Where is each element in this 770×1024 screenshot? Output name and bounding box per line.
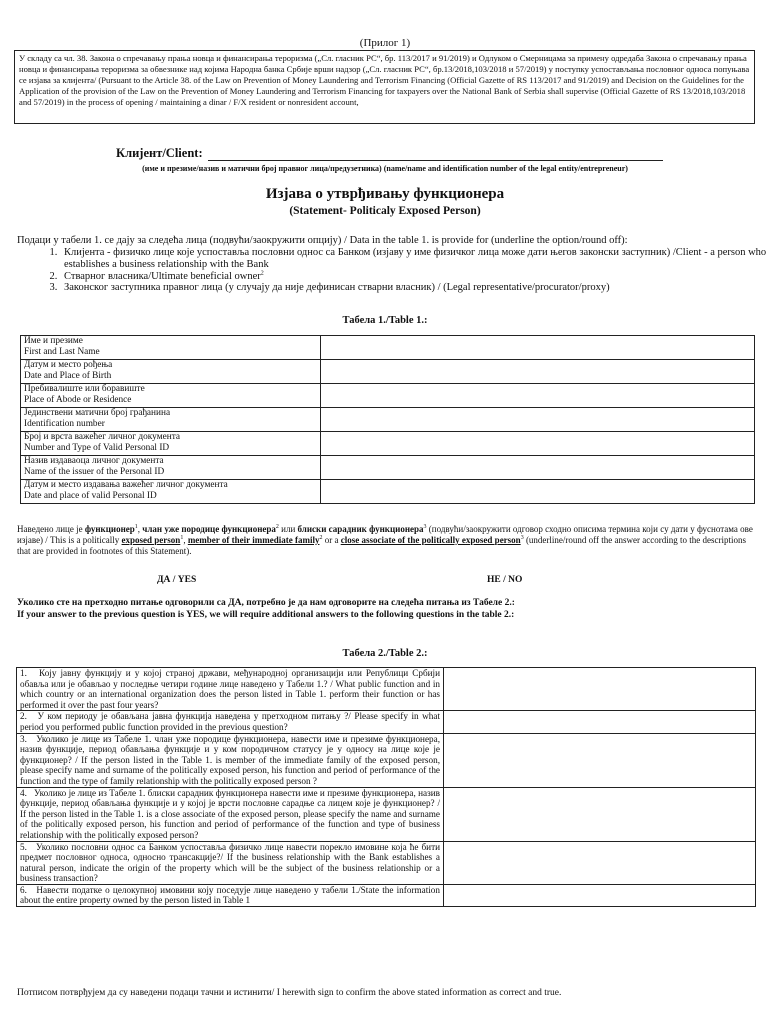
client-field: Клијент/Client: bbox=[116, 146, 676, 161]
option-pep[interactable]: функционер bbox=[84, 524, 135, 534]
question-text: Навести податке о целокупној имовини коју поседује лице наведено у табели 1./State the information about the entire property owned by the person listed in Table 1 bbox=[20, 884, 440, 906]
question-number: 6. bbox=[20, 884, 27, 895]
question-text: Коју јавну функцију и у којој страној држави, међународној организацији или Републици Србији обавља или је обављао у последње четири године лице наведено у Табели 1.? / What public function and in which country or an international organization does the person listed in Table 1. perform their function or has performed it over the past four years? bbox=[20, 668, 440, 710]
answer-cell[interactable] bbox=[444, 841, 756, 884]
table-row bbox=[21, 360, 755, 384]
table-pep-questions bbox=[16, 667, 756, 907]
question-number: 2. bbox=[20, 711, 27, 722]
question-cell bbox=[17, 787, 444, 841]
table1-title: Табела 1./Table 1.: bbox=[342, 315, 428, 326]
client-note: (име и презиме/назив и матични број правног лица/предузетника) (name/name and identification number of the legal entity/entrepreneur) bbox=[142, 164, 628, 173]
question-cell bbox=[17, 733, 444, 787]
table-row bbox=[21, 336, 755, 360]
question-text: Уколико је лице из Табеле 1. блиски сарадник функционера навести име и презиме функционера, назив функције, период обављања функције и у којој је врсти пословне сарадње са лицем које је функционер? / If the person listed in the Table 1. is a close associate of the exposed person, please specify the name and surname of the politically exposed person, his function and period of performance of the function and type of business relationship with the politically exposed person? bbox=[20, 787, 441, 840]
followup-sr: Уколико сте на претходно питање одговорили са ДА, потребно је да нам одговорите на следећа питања из Табеле 2.: bbox=[17, 598, 515, 608]
client-input-line[interactable] bbox=[208, 149, 663, 161]
option-ubo[interactable]: 2. Стварног власника/Ultimate beneficial owner$^2$ bbox=[60, 271, 770, 283]
field-value-cell[interactable] bbox=[321, 384, 755, 408]
field-value-cell[interactable] bbox=[321, 456, 755, 480]
answer-cell[interactable] bbox=[444, 733, 756, 787]
question-number: 1. bbox=[20, 668, 27, 678]
field-label: Датум и место рођења Date and Place of Birth bbox=[21, 360, 321, 384]
answer-cell[interactable] bbox=[444, 711, 756, 733]
person-options bbox=[40, 247, 770, 294]
question-text: Уколико пословни однос са Банком успоставља физичко лице навести порекло имовине која ће бити предмет пословног односа, односно трансакције?/ If the business relationship with the Bank establishes a natural person, indicate the origin of the property which will be the subject of the business relationship or a business transaction? bbox=[20, 841, 441, 884]
field-value-cell[interactable] bbox=[321, 336, 755, 360]
field-label: Датум и место издавања важећег личног документа Date and place of valid Personal ID bbox=[21, 480, 321, 504]
pep-status-paragraph: Наведено лице је функционер$^1$, члан уже породице функционера$^2$ или блиски сарадник функционера$^3$ (подвући/заокружити одговор сходно описима термина који су дати у фуснотама ове изјаве) / This is a politically exposed person$^1$, member of their immediate family$^2$ or a close associate of the politically exposed person$^3$ (underline/round off the answer according to the descriptions that are provided in footnotes of this Statement). bbox=[17, 524, 753, 556]
option-family-member[interactable]: члан уже породице функционера bbox=[142, 524, 276, 534]
client-label: Клијент/Client bbox=[116, 146, 199, 160]
field-value-cell[interactable] bbox=[321, 480, 755, 504]
field-value-cell[interactable] bbox=[321, 360, 755, 384]
option-client[interactable]: 1. Клијента - физичко лице које успоставља пословни однос са Банком (изјаву у име физичког лица може дати његов законски заступник) /Client - a person who establishes a business relationship with the Bank bbox=[60, 247, 770, 271]
yes-option[interactable]: ДА / YES bbox=[157, 575, 197, 585]
question-cell bbox=[17, 841, 444, 884]
table-personal-data bbox=[20, 335, 755, 504]
answer-cell[interactable] bbox=[444, 884, 756, 906]
annex-label: (Прилог 1) bbox=[359, 37, 411, 49]
table2-title: Табела 2./Table 2.: bbox=[342, 648, 428, 659]
question-number: 3. bbox=[20, 733, 27, 744]
followup-instruction bbox=[17, 598, 757, 621]
question-cell bbox=[17, 668, 444, 711]
table-row bbox=[17, 787, 756, 841]
followup-en: If your answer to the previous question is YES, we will require additional answers to the following questions in the table 2.: bbox=[17, 609, 515, 620]
table-row bbox=[21, 456, 755, 480]
answer-cell[interactable] bbox=[444, 787, 756, 841]
field-label: Име и презиме First and Last Name bbox=[21, 336, 321, 360]
signature-statement: Потписом потврђујем да су наведени подаци тачни и истинити/ I herewith sign to confirm the above stated information as correct and true. bbox=[17, 988, 562, 998]
table-row bbox=[17, 884, 756, 906]
question-number: 4. bbox=[20, 787, 27, 798]
question-text: Уколико је лице из Табеле 1. члан уже породице функционера, навести име и презиме функционера, назив функције, период обављања функције и у ком породичном статусу је у односу на лице које је функционер? / If the person listed in the Table 1. is member of the immediate family of the exposed person, please specify name and surname of the politically exposed person, his function and period of performance of the function and the type of family relationship with the politically exposed person ? bbox=[20, 733, 440, 786]
field-value-cell[interactable] bbox=[321, 432, 755, 456]
table-row bbox=[17, 711, 756, 733]
field-label: Назив издаваоца личног документа Name of the issuer of the Personal ID bbox=[21, 456, 321, 480]
field-label: Број и врста важећег личног документа Number and Type of Valid Personal ID bbox=[21, 432, 321, 456]
option-pep-en[interactable]: exposed person bbox=[121, 535, 181, 545]
statement-title: Изјава о утврђивању функционера bbox=[265, 186, 505, 202]
question-cell bbox=[17, 884, 444, 906]
table-row bbox=[21, 408, 755, 432]
table-row bbox=[17, 841, 756, 884]
table-row bbox=[21, 384, 755, 408]
legal-intro: У складу са чл. 38. Закона о спречавању прања новца и финансирања тероризма („Сл. гласник РС“, бр. 113/2017 и 91/2019) и Одлуком о Смерницама за примену одредаба Закона о спречавању прања новца и финансирања тероризма за обвезнике над којима Народна банка Србије врши надзор („Сл. гласник РС“, бр.13/2018,103/2018 и 57/2019) у поступку успостављања пословног односа попуњава се изјава за клијента/ (Pursuant to the Article 38. of the Law on Prevention of Money Laundering and Terrorism Financing (Official Gazette of RS 113/2017 and 91/2019) and Decision on the Guidelines for the Application of the provision of the Law on the Prevention of Money Laundering and Terrorism Financing for taxpayers over the National Bank of Serbia shall supervise (Official Gazette of RS 13/2018,103/2018 and 57/2019) in the process of opening / maintaining a dinar / F/X resident or nonresident account, bbox=[14, 50, 755, 124]
question-cell bbox=[17, 711, 444, 733]
no-option[interactable]: НЕ / NO bbox=[487, 575, 523, 585]
table-row bbox=[17, 733, 756, 787]
option-family-member-en[interactable]: member of their immediate family bbox=[187, 535, 320, 545]
table-row bbox=[17, 668, 756, 711]
data-intro: Подаци у табели 1. се дају за следећа лица (подвући/заокружити опцију) / Data in the table 1. is provide for (underline the option/round off): bbox=[17, 235, 628, 246]
table-row bbox=[21, 480, 755, 504]
statement-subtitle: (Statement- Politicaly Exposed Person) bbox=[289, 205, 481, 217]
question-number: 5. bbox=[20, 841, 27, 852]
field-value-cell[interactable] bbox=[321, 408, 755, 432]
option-legal-rep[interactable]: 3. Законског заступника правног лица (у случају да није дефинисан стварни власник) / (Legal representative/procurator/proxy) bbox=[60, 282, 770, 294]
option-close-associate[interactable]: блиски сарадник функционера bbox=[297, 524, 424, 534]
answer-cell[interactable] bbox=[444, 668, 756, 711]
option-close-associate-en[interactable]: close associate of the politically exposed person bbox=[340, 535, 521, 545]
table-row bbox=[21, 432, 755, 456]
question-text: У ком периоду је обављана јавна функција наведена у претходном питању ?/ Please specify in what period you performed public function provided in the previous question? bbox=[20, 711, 440, 732]
field-label: Пребивалиште или боравиште Place of Abode or Residence bbox=[21, 384, 321, 408]
field-label: Јединствени матични број грађанина Identification number bbox=[21, 408, 321, 432]
